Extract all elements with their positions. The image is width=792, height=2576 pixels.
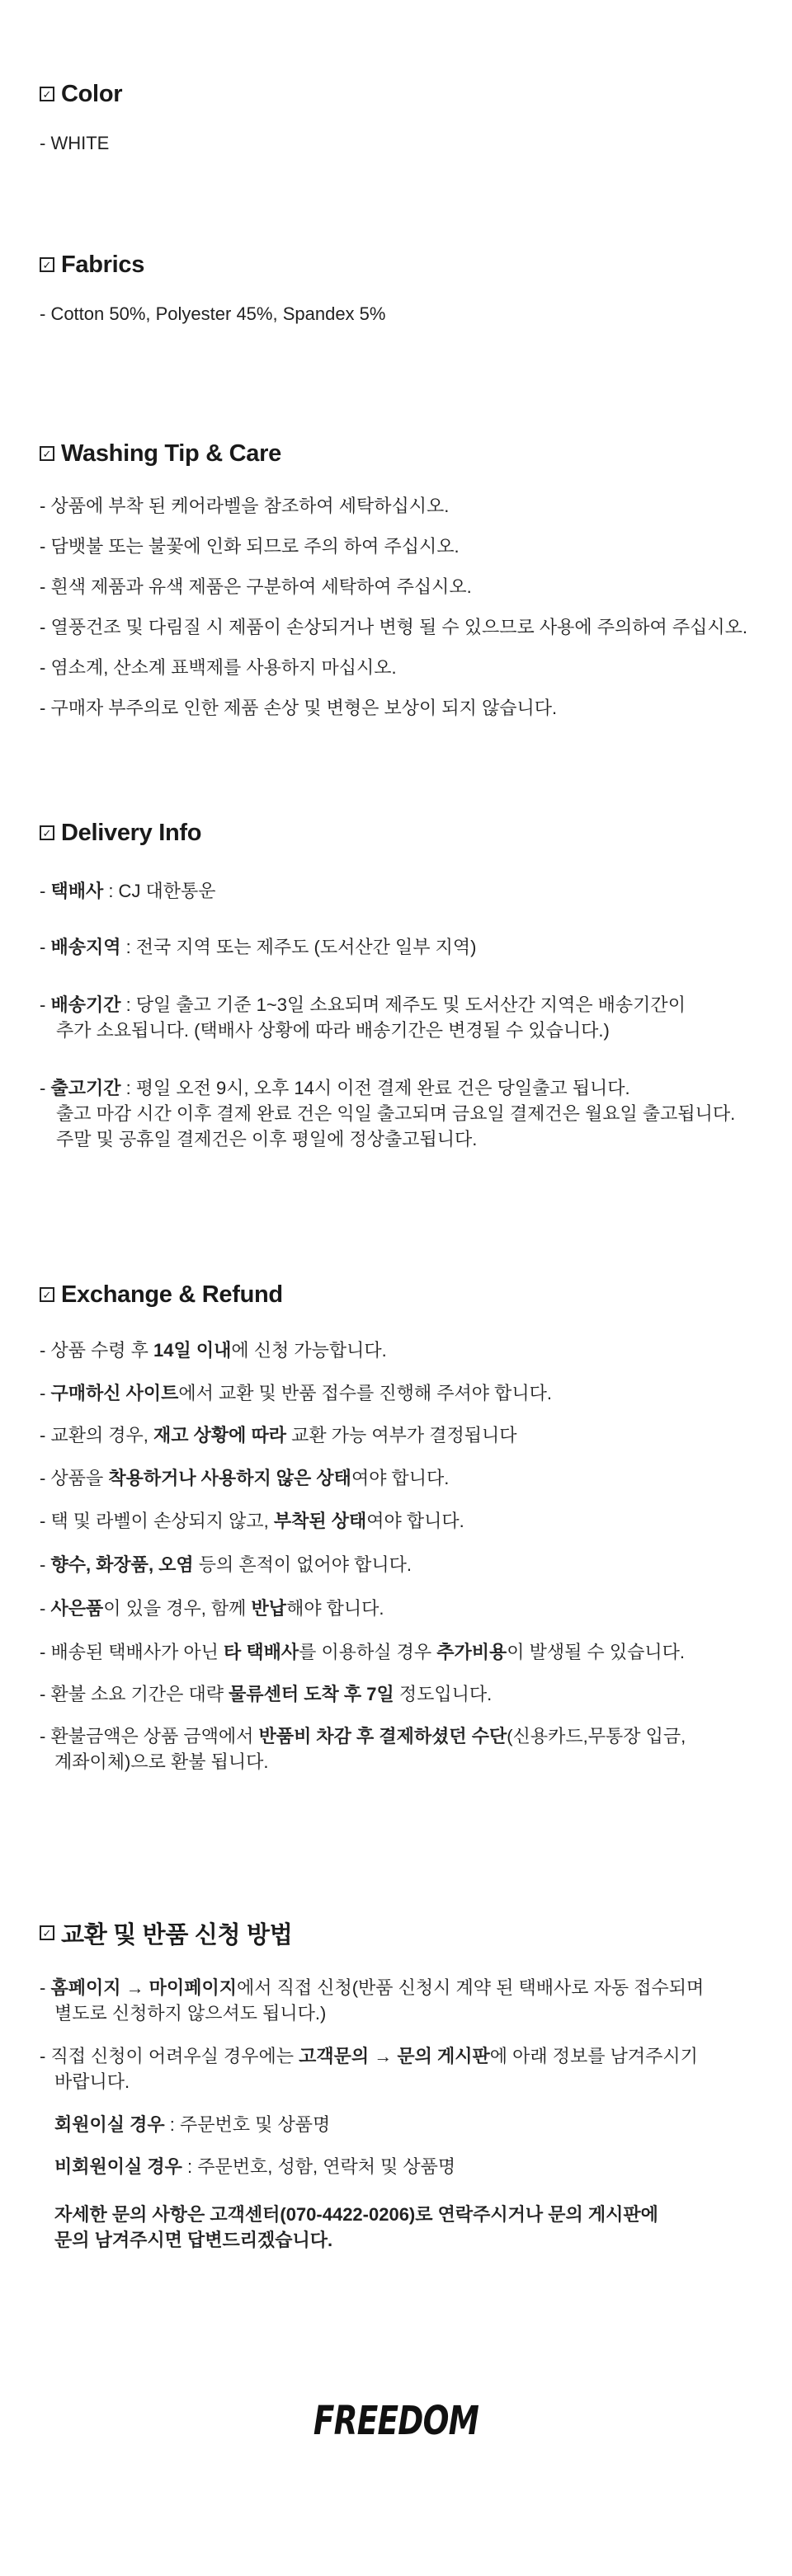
washing-item: - 구매자 부주의로 인한 제품 손상 및 변형은 보상이 되지 않습니다. [40,698,558,718]
delivery-heading [40,819,776,847]
delivery-period-line2: 추가 소요됩니다. (택배사 상황에 따라 배송기간은 변경될 수 있습니다.) [56,1020,610,1041]
heading-text: Delivery Info [61,819,202,846]
exchange-item: - 사은품이 있을 경우, 함께 반납해야 합니다. [40,1598,384,1619]
exchange-heading [40,1281,776,1309]
apply-item: - 홈페이지 → 마이페이지에서 직접 신청(반품 신청시 계약 된 택배사로 자동 접수되며 [40,1977,705,1998]
value: : 당일 출고 기준 1~3일 소요되며 제주도 및 도서산간 지역은 배송기간이 [120,994,686,1015]
value: : CJ 대한통운 [103,881,216,901]
exchange-item: - 배송된 택배사가 아닌 타 택배사를 이용하실 경우 추가비용이 발생될 수 있습니다. [40,1642,686,1662]
exchange-item: - 교환의 경우, 재고 상황에 따라 교환 가능 여부가 결정됩니다 [40,1425,517,1445]
label: 출고기간 [50,1078,121,1098]
exchange-item: - 상품을 착용하거나 사용하지 않은 상태여야 합니다. [40,1468,450,1488]
value: : 평일 오전 9시, 오후 14시 이전 결제 완료 건은 당일출고 됩니다. [120,1078,630,1098]
exchange-item: - 환불금액은 상품 금액에서 반품비 차감 후 결제하셨던 수단(신용카드,무통장 입금, [40,1726,686,1746]
label: 배송지역 [50,937,121,957]
washing-item: - 열풍건조 및 다림질 시 제품이 손상되거나 변형 될 수 있으므로 사용에 주의하여 주십시오. [40,617,747,637]
apply-item-line2: 바랍니다. [54,2071,130,2092]
contact-line2: 문의 남겨주시면 답변드리겠습니다. [54,2230,333,2250]
washing-heading [40,440,776,468]
washing-item: - 염소계, 산소계 표백제를 사용하지 마십시오. [40,657,397,678]
check-icon: ✓ [40,1287,54,1302]
brand-logo: FREEDOM [313,2398,479,2444]
contact-line1: 자세한 문의 사항은 고객센터(070-4422-0206)로 연락주시거나 문의 게시판에 [54,2204,658,2225]
apply-item-line2: 별도로 신청하지 않으셔도 됩니다.) [54,2003,327,2024]
washing-item: - 흰색 제품과 유색 제품은 구분하여 세탁하여 주십시오. [40,576,472,597]
exchange-item: - 택 및 라벨이 손상되지 않고, 부착된 상태여야 합니다. [40,1511,464,1531]
fabrics-heading [40,251,776,279]
exchange-item: - 환불 소요 기간은 대략 물류센터 도착 후 7일 정도입니다. [40,1684,493,1704]
delivery-area: - 배송지역 : 전국 지역 또는 제주도 (도서산간 일부 지역) [40,937,477,957]
heading-text: Color [61,80,123,107]
delivery-period: - 배송기간 : 당일 출고 기준 1~3일 소요되며 제주도 및 도서산간 지역은 배송기간이 [40,994,686,1015]
apply-item: - 직접 신청이 어려우실 경우에는 고객문의 → 문의 게시판에 아래 정보를 남겨주시기 [40,2046,698,2066]
check-icon: ✓ [40,257,54,272]
exchange-item: - 향수, 화장품, 오염 등의 흔적이 없어야 합니다. [40,1554,412,1575]
delivery-release-line2: 출고 마감 시간 이후 결제 완료 건은 익일 출고되며 금요일 결제건은 월요일 출고됩니다. [56,1103,736,1124]
fabrics-value: - Cotton 50%, Polyester 45%, Spandex 5% [40,303,386,324]
color-heading [40,80,776,108]
delivery-courier: - 택배사 : CJ 대한통운 [40,881,216,901]
color-value: - WHITE [40,133,110,153]
apply-member: 회원이실 경우 : 주문번호 및 상품명 [54,2114,331,2135]
exchange-item: - 상품 수령 후 14일 이내에 신청 가능합니다. [40,1340,387,1361]
check-icon: ✓ [40,825,54,840]
check-icon: ✓ [40,446,54,461]
check-icon: ✓ [40,87,54,101]
exchange-item-line2: 계좌이체)으로 환불 됩니다. [54,1751,269,1772]
exchange-item: - 구매하신 사이트에서 교환 및 반품 접수를 진행해 주셔야 합니다. [40,1383,553,1403]
label: 배송기간 [50,994,121,1015]
check-icon: ✓ [40,1925,54,1940]
washing-item: - 상품에 부착 된 케어라벨을 참조하여 세탁하십시오. [40,496,450,516]
washing-item: - 담뱃불 또는 불꽃에 인화 되므로 주의 하여 주십시오. [40,536,460,557]
value: : 전국 지역 또는 제주도 (도서산간 일부 지역) [120,937,477,957]
heading-text: Exchange & Refund [61,1281,283,1308]
apply-heading [40,1919,776,1947]
heading-text: Fabrics [61,251,145,278]
delivery-release: - 출고기간 : 평일 오전 9시, 오후 14시 이전 결제 완료 건은 당일출고 됩니다. [40,1078,630,1098]
apply-nonmember: 비회원이실 경우 : 주문번호, 성함, 연락처 및 상품명 [54,2156,456,2177]
heading-text: 교환 및 반품 신청 방법 [61,1921,293,1948]
delivery-release-line3: 주말 및 공휴일 결제건은 이후 평일에 정상출고됩니다. [56,1129,478,1149]
label: 택배사 [50,881,104,901]
heading-text: Washing Tip & Care [61,440,281,467]
